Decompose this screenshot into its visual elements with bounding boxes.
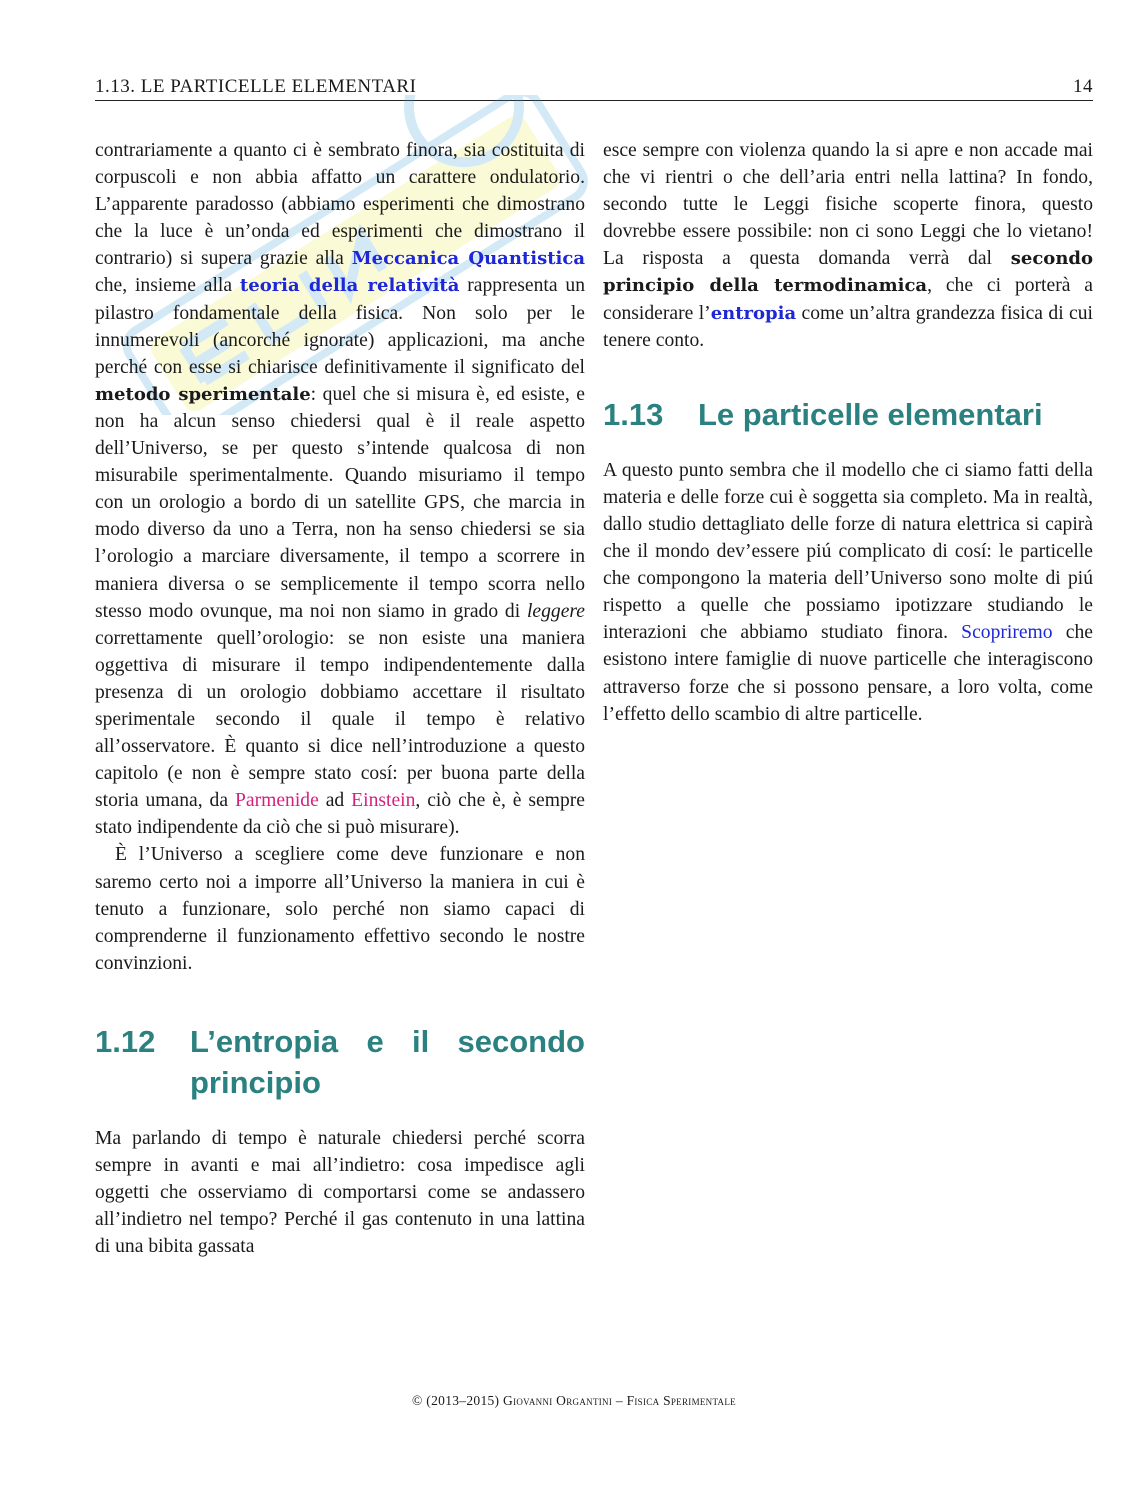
section-number: 1.12 xyxy=(95,1023,156,1059)
term-metodo-sperimentale: metodo sperimentale xyxy=(95,383,311,405)
link-einstein[interactable]: Einstein xyxy=(351,790,416,812)
link-parmenide[interactable]: Parmenide xyxy=(234,790,319,812)
right-column xyxy=(603,137,1093,728)
paragraph: contrariamente a quanto ci è sembrato finora, sia costituita di corpuscoli e non abbia affatto un carattere ondulatorio. L’apparente paradosso (abbiamo esperimenti che dimostrano che la luce è un’onda ed esperimenti che dimostrano il contrario) si supera grazie alla Meccanica Quantistica che, insieme alla teoria della relatività rappresenta un pilastro fondamentale della fisica. Non solo per le innumerevoli (ancorché ignorate) applicazioni, ma anche perché con esse si chiarisce definitivamente il significato del metodo sperimentale: quel che si misura è, ed esiste, e non ha alcun senso chiedersi qual è il reale aspetto dell’Universo, se per questo s’intende qualcosa di non misurabile sperimentalmente. Quando misuriamo il tempo con un orologio a bordo di un satellite GPS, che marcia in modo diverso da uno a Terra, non ha senso chiedersi se sia l’orologio a marciare diversamente, il tempo a scorrere in maniera diversa o se semplicemente il tempo scorra nello stesso modo ovunque, ma noi non siamo in grado di leggere correttamente quell’orologio: se non esiste una maniera oggettiva di misurare il tempo indipendentemente dalla presenza di un orologio dobbiamo accettare il risultato sperimentale secondo il quale il tempo è relativo all’osservatore. È quanto si dice nell’introduzione a questo capitolo (e non è sempre stato cosí: per buona parte della storia umana, da Parmenide ad Einstein, ciò che è, è sempre stato indipendente da ciò che si può misurare). xyxy=(95,140,586,839)
page-number: 14 xyxy=(1073,76,1093,97)
section-heading-1-13 xyxy=(603,394,1093,435)
section-heading-1-12 xyxy=(95,1021,585,1103)
paragraph: Ma parlando di tempo è naturale chiedersi perché scorra sempre in avanti e mai all’indietro: cosa impedisce agli oggetti che osserviamo di comportarsi come se andassero all’indietro nel tempo? Perché il gas contenuto in una lattina di una bibita gassata xyxy=(95,1127,585,1258)
link-meccanica-quantistica[interactable]: Meccanica Quantistica xyxy=(351,248,585,270)
paragraph: È l’Universo a scegliere come deve funzionare e non saremo certo noi a imporre all’Universo la maniera in cui è tenuto a funzionare, solo perché non siamo capaci di comprenderne il funzionamento effettivo secondo le nostre convinzioni. xyxy=(95,844,585,974)
book-title: Fisica Sperimentale xyxy=(626,1393,736,1408)
author-name: Giovanni Organtini xyxy=(503,1393,613,1408)
running-header xyxy=(95,74,1093,101)
running-title: 1.13. LE PARTICELLE ELEMENTARI xyxy=(95,76,417,97)
copyright-symbol: © xyxy=(412,1393,423,1408)
paragraph: A questo punto sembra che il modello che ci siamo fatti della materia e delle forze cui è soggetta sia completo. Ma in realtà, dallo studio dettagliato delle forze di natura elettrica si capirà che il mondo dev’essere piú complicato di cosí: le particelle che compongono la materia dell’Universo sono molte di piú rispetto a quelle che possiamo ipotizzare studiando le interazioni che abbiamo studiato finora. Scopriremo che esistono intere famiglie di nuove particelle che interagiscono attraverso forze che si possono pensare, a loro volta, come l’effetto dello scambio di altre particelle. xyxy=(603,459,1093,725)
link-scopriremo[interactable]: Scopriremo xyxy=(961,622,1053,644)
section-title: L’entropia e il secondo principio xyxy=(190,1023,585,1100)
section-number: 1.13 xyxy=(603,396,664,432)
page-footer: © (2013–2015) Giovanni Organtini – Fisica Sperimentale xyxy=(412,1393,736,1408)
paragraph: esce sempre con violenza quando la si apre e non accade mai che vi rientri o che dell’aria entri nella lattina? In fondo, secondo tutte le Leggi fisiche scoperte finora, questo dovrebbe essere possibile: non ci sono Leggi che lo vietano! La risposta a questa domanda verrà dal secondo principio della termodinamica, che ci porterà a considerare l’entropia come un’altra grandezza fisica di cui tenere conto. xyxy=(603,140,1093,351)
term-secondo-principio: secondo principio della termodinamica xyxy=(603,248,1093,297)
section-title: Le particelle elementari xyxy=(698,396,1043,432)
link-teoria-relativita[interactable]: teoria della relatività xyxy=(239,275,460,297)
left-column xyxy=(95,137,585,1260)
link-entropia[interactable]: entropia xyxy=(710,302,797,324)
